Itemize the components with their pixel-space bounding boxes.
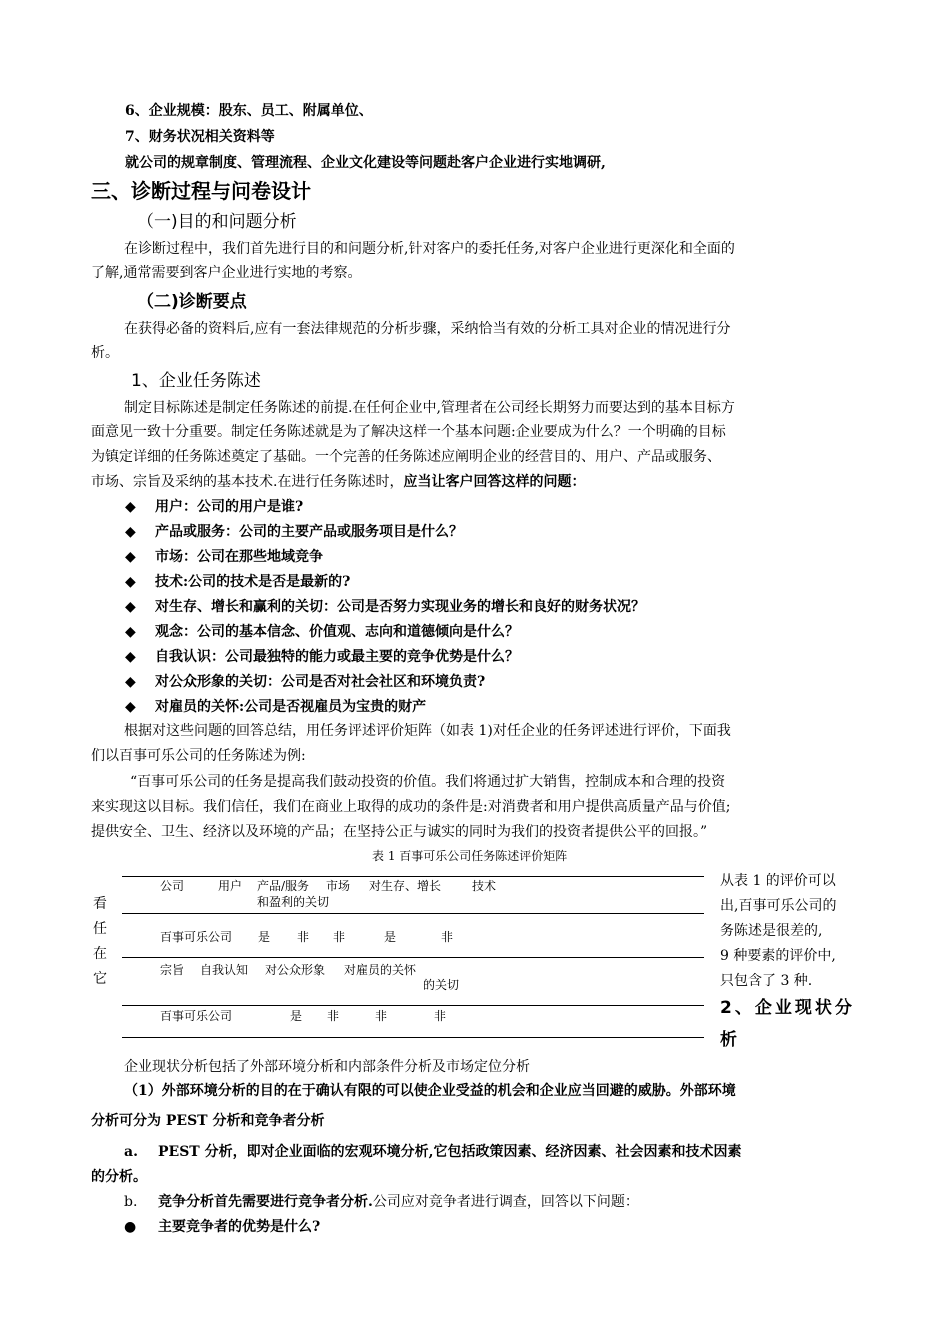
question-text: 观念：公司的基本信念、价值观、志向和道德倾向是什么？ <box>155 624 519 640</box>
competitor-item <box>124 1191 639 1211</box>
question-item <box>125 571 350 591</box>
table-header-cell: 公司 <box>160 879 185 893</box>
table-side-char: 任 <box>93 921 107 937</box>
question-item <box>125 621 519 641</box>
table-header-cell: 对公众形象 <box>265 963 326 977</box>
top-item-research: 就公司的规章制度、管理流程、企业文化建设等问题赴客户企业进行实地调研, <box>125 155 606 171</box>
task-title: 1、企业任务陈述 <box>131 371 261 391</box>
question-item <box>125 671 485 691</box>
table-header-cell: 对生存、增长 <box>369 879 442 893</box>
table-side-char: 看 <box>93 896 107 912</box>
right-note-line: 务陈述是很差的, <box>720 923 823 939</box>
diamond-bullet-icon: ◆ <box>125 699 136 715</box>
table-rule <box>122 1005 704 1006</box>
table-side-char: 在 <box>93 946 107 962</box>
pest-text: PEST 分析，即对企业面临的宏观环境分析,它包括政策因素、经济因素、社会因素和技术因素 <box>158 1144 742 1160</box>
task-para-line-4-bold: 应当让客户回答这样的问题： <box>403 474 586 490</box>
question-item <box>125 596 645 616</box>
sub1-para-line-2: 了解,通常需要到客户企业进行实地的考察。 <box>91 265 362 281</box>
right-note-line: 从表 1 的评价可以 <box>720 873 836 889</box>
competitor-bold: 竞争分析首先需要进行竞争者分析. <box>158 1194 373 1210</box>
table-cell: 非 <box>333 930 346 944</box>
question-text: 对公众形象的关切：公司是否对社会社区和环境负责? <box>155 674 486 690</box>
competitor-text: 公司应对竞争者进行调查，回答以下问题： <box>372 1194 639 1210</box>
section-2-heading: 2、企业现状分 <box>720 998 855 1018</box>
question-text: 自我认识：公司最独特的能力或最主要的竞争优势是什么？ <box>155 649 519 665</box>
diamond-bullet-icon: ◆ <box>125 599 136 615</box>
task-para-line-1: 制定目标陈述是制定任务陈述的前提.在任何企业中,管理者在公司经长期努力而要达到的基本目标方 <box>124 400 735 416</box>
table-header-cell: 市场 <box>326 879 351 893</box>
table-cell: 是 <box>290 1009 303 1023</box>
question-item <box>125 646 519 666</box>
table-header-wrap: 和盈利的关切 <box>257 895 330 909</box>
quote-line-1: “百事可乐公司的任务是提高我们鼓动投资的价值。我们将通过扩大销售，控制成本和合理的投资 <box>130 774 726 790</box>
diamond-bullet-icon: ◆ <box>125 624 136 640</box>
diamond-bullet-icon: ◆ <box>125 524 136 540</box>
competitor-question-text: 主要竞争者的优势是什么? <box>158 1219 321 1235</box>
table-header-cell: 技术 <box>472 879 497 893</box>
question-text: 对雇员的关怀:公司是否视雇员为宝贵的财产 <box>155 699 427 715</box>
table-cell: 百事可乐公司 <box>160 930 233 944</box>
question-item <box>125 496 303 516</box>
task-para-line-3: 为镇定详细的任务陈述奠定了基础。一个完善的任务陈述应阐明企业的经营目的、用户、产品或服务、 <box>91 449 721 465</box>
summary-line-1: 根据对这些问题的回答总结，用任务评述评价矩阵（如表 1)对任企业的任务评述进行评价，下面我 <box>124 723 731 739</box>
quote-line-3: 提供安全、卫生、经济以及环境的产品；在坚持公正与诚实的同时为我们的投资者提供公平的回报。” <box>91 824 708 840</box>
right-note-line: 只包含了 3 种. <box>720 973 813 989</box>
question-text: 产品或服务：公司的主要产品或服务项目是什么？ <box>155 524 463 540</box>
sub2-para-line-2: 析。 <box>91 345 119 361</box>
question-item <box>125 696 426 716</box>
table-header-cell: 宗旨 <box>160 963 185 977</box>
sub1-para-line-1: 在诊断过程中，我们首先进行目的和问题分析,针对客户的委托任务,对客户企业进行更深化和全面的 <box>124 241 735 257</box>
diamond-bullet-icon: ◆ <box>125 674 136 690</box>
pest-text-wrap: 的分析。 <box>91 1169 147 1185</box>
diamond-bullet-icon: ◆ <box>125 574 136 590</box>
table-cell: 非 <box>297 930 310 944</box>
section-3-title: 三、诊断过程与问卷设计 <box>91 179 311 203</box>
diamond-bullet-icon: ◆ <box>125 649 136 665</box>
table-cell: 是 <box>384 930 397 944</box>
table-header-wrap: 的关切 <box>423 978 460 992</box>
top-item-7: 7、财务状况相关资料等 <box>125 129 275 145</box>
subsection-2-title: （二)诊断要点 <box>137 292 247 312</box>
table-cell: 非 <box>434 1009 447 1023</box>
question-item <box>125 546 323 566</box>
pest-label: a. <box>124 1144 138 1160</box>
table-cell: 非 <box>441 930 454 944</box>
table-rule <box>122 957 704 958</box>
question-text: 市场：公司在那些地域竞争 <box>155 549 323 565</box>
quote-line-2: 来实现这以目标。我们信任，我们在商业上取得的成功的条件是:对消费者和用户提供高质量产品与价值; <box>91 799 731 815</box>
table-cell: 非 <box>327 1009 340 1023</box>
top-item-6: 6、企业规模：股东、员工、附属单位、 <box>125 103 373 119</box>
summary-line-2: 们以百事可乐公司的任务陈述为例: <box>91 748 306 764</box>
task-para-line-4 <box>91 471 585 491</box>
table-header-cell: 对雇员的关怀 <box>344 963 417 977</box>
sub2-para-line-1: 在获得必备的资料后,应有一套法律规范的分析步骤，采纳恰当有效的分析工具对企业的情况进行分 <box>124 321 731 337</box>
table-side-char: 它 <box>93 971 107 987</box>
table-caption: 表 1 百事可乐公司任务陈述评价矩阵 <box>372 849 568 863</box>
question-text: 技术:公司的技术是否是最新的? <box>155 574 351 590</box>
question-text: 对生存、增长和赢利的关切：公司是否努力实现业务的增长和良好的财务状况？ <box>155 599 645 615</box>
table-header-cell: 产品/服务 <box>257 879 310 893</box>
pest-item <box>124 1141 741 1161</box>
question-text: 用户：公司的用户是谁? <box>155 499 304 515</box>
question-item <box>125 521 463 541</box>
subsection-1-title: （一)目的和问题分析 <box>137 212 297 232</box>
table-header-cell: 用户 <box>218 879 243 893</box>
current-intro: 企业现状分析包括了外部环境分析和内部条件分析及市场定位分析 <box>124 1059 530 1075</box>
table-header-cell: 自我认知 <box>200 963 249 977</box>
task-para-line-4-text: 市场、宗旨及采纳的基本技术.在进行任务陈述时， <box>91 474 404 490</box>
external-para-line-1: （1）外部环境分析的目的在于确认有限的可以使企业受益的机会和企业应当回避的威胁。外部环境 <box>124 1083 736 1099</box>
table-rule <box>122 1037 704 1038</box>
task-para-line-2: 面意见一致十分重要。制定任务陈述就是为了解决这样一个基本问题:企业要成为什么？一个明确的目标 <box>91 424 726 440</box>
diamond-bullet-icon: ◆ <box>125 549 136 565</box>
competitor-question <box>124 1216 320 1236</box>
dot-bullet-icon: ● <box>124 1219 137 1235</box>
table-cell: 百事可乐公司 <box>160 1009 233 1023</box>
diamond-bullet-icon: ◆ <box>125 499 136 515</box>
table-cell: 非 <box>375 1009 388 1023</box>
table-cell: 是 <box>258 930 271 944</box>
right-note-line: 出,百事可乐公司的 <box>720 898 837 914</box>
table-rule <box>122 913 704 914</box>
right-note-line: 9 种要素的评价中, <box>720 948 836 964</box>
section-2-heading-wrap: 析 <box>720 1030 737 1050</box>
external-para-line-2: 分析可分为 PEST 分析和竞争者分析 <box>91 1113 325 1129</box>
competitor-label: b. <box>124 1194 138 1210</box>
